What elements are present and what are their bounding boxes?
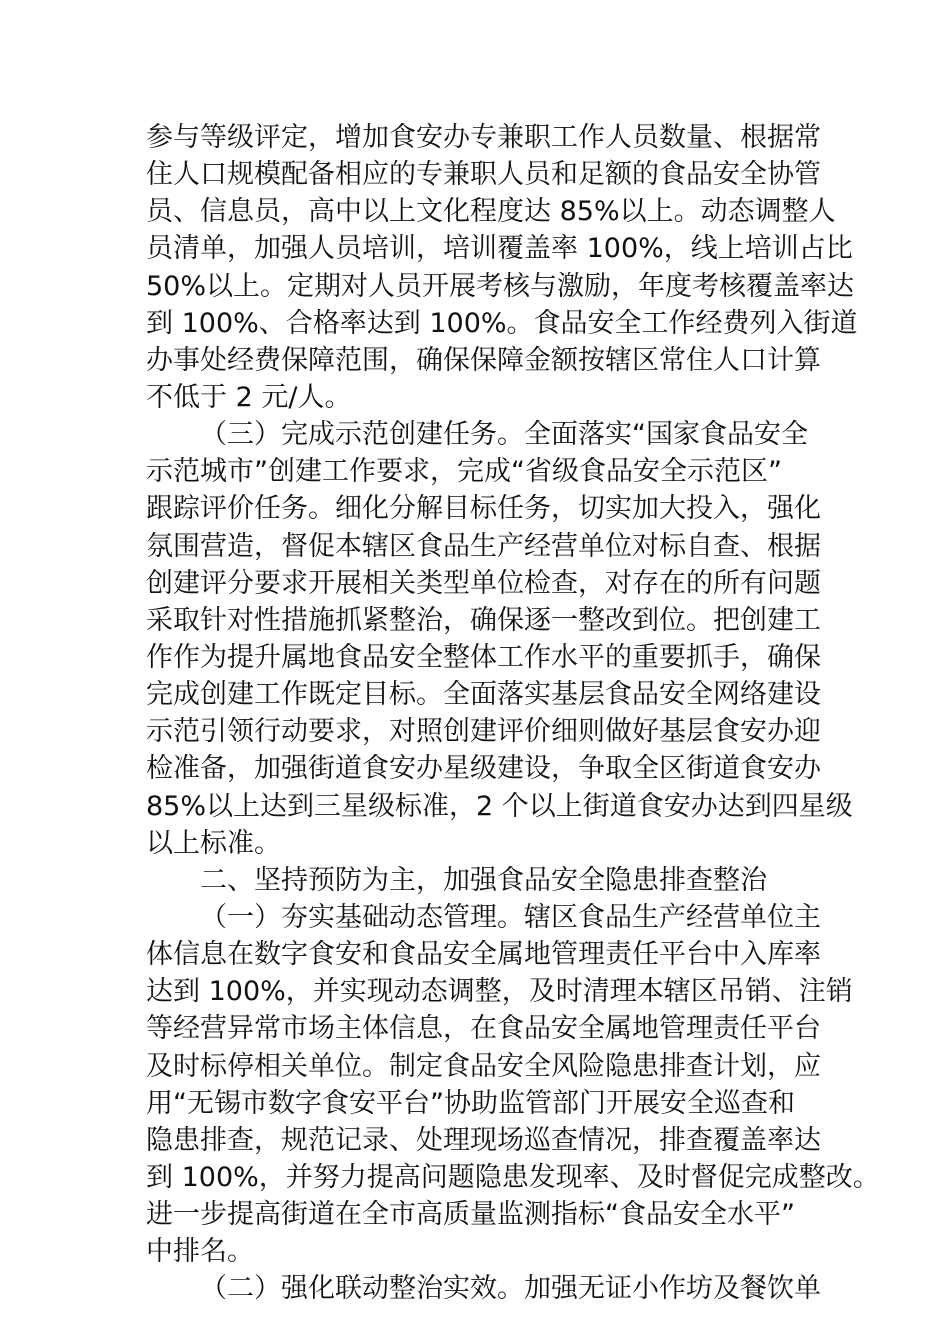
text-line: 采取针对性措施抓紧整治，确保逐一整改到位。把创建工 <box>146 604 821 636</box>
text-line: 住人口规模配备相应的专兼职人员和足额的食品安全协管 <box>146 159 821 191</box>
text-line: 到 100%、合格率达到 100%。食品安全工作经费列入街道 <box>146 307 858 339</box>
text-line: 中排名。 <box>146 1236 254 1268</box>
text-line: 以上标准。 <box>146 827 281 859</box>
text-line: （三）完成示范创建任务。全面落实“国家食品安全 <box>200 419 808 451</box>
text-line: 隐患排查，规范记录、处理现场巡查情况，排查覆盖率达 <box>146 1124 821 1156</box>
text-line: 到 100%，并努力提高问题隐患发现率、及时督促完成整改。 <box>146 1161 880 1193</box>
text-line: 跟踪评价任务。细化分解目标任务，切实加大投入，强化 <box>146 493 821 525</box>
text-line: 示范城市”创建工作要求，完成“省级食品安全示范区” <box>146 456 782 488</box>
text-line: 等经营异常市场主体信息，在食品安全属地管理责任平台 <box>146 1013 821 1045</box>
text-line: 创建评分要求开展相关类型单位检查，对存在的所有问题 <box>146 567 821 599</box>
text-line: 体信息在数字食安和食品安全属地管理责任平台中入库率 <box>146 939 821 971</box>
text-line: 达到 100%，并实现动态调整，及时清理本辖区吊销、注销 <box>146 976 853 1008</box>
section-heading-text: 二、坚持预防为主，加强食品安全隐患排查整治 <box>200 864 767 896</box>
text-line: 85%以上达到三星级标准，2 个以上街道食安办达到四星级 <box>146 790 853 822</box>
document-page <box>146 119 880 1308</box>
section-heading <box>146 862 816 899</box>
text-line: （一）夯实基础动态管理。辖区食品生产经营单位主 <box>200 901 821 933</box>
text-line: 员、信息员，高中以上文化程度达 85%以上。动态调整人 <box>146 196 836 228</box>
paragraph-dynamic-management <box>146 899 880 1270</box>
text-line: 用“无锡市数字食安平台”协助监管部门开展安全巡查和 <box>146 1087 795 1119</box>
text-line: 50%以上。定期对人员开展考核与激励，年度考核覆盖率达 <box>146 270 855 302</box>
text-line: 不低于 2 元/人。 <box>146 381 352 413</box>
text-line: 示范引领行动要求，对照创建评价细则做好基层食安办迎 <box>146 716 821 748</box>
text-line: 完成创建工作既定目标。全面落实基层食品安全网络建设 <box>146 679 821 711</box>
text-line: （二）强化联动整治实效。加强无证小作坊及餐饮单 <box>200 1273 821 1305</box>
paragraph-joint-rectification <box>146 1270 821 1307</box>
text-line: 员清单，加强人员培训，培训覆盖率 100%，线上培训占比 <box>146 233 853 265</box>
text-line: 进一步提高街道在全市高质量监测指标“食品安全水平” <box>146 1199 795 1231</box>
text-line: 检准备，加强街道食安办星级建设，争取全区街道食安办 <box>146 753 821 785</box>
paragraph-staffing <box>146 119 858 416</box>
text-line: 氛围营造，督促本辖区食品生产经营单位对标自查、根据 <box>146 530 821 562</box>
text-line: 参与等级评定，增加食安办专兼职工作人员数量、根据常 <box>146 122 821 153</box>
paragraph-demonstration-task <box>146 416 853 862</box>
text-line: 办事处经费保障范围，确保保障金额按辖区常住人口计算 <box>146 344 821 376</box>
text-line: 作作为提升属地食品安全整体工作水平的重要抓手，确保 <box>146 641 821 673</box>
text-line: 及时标停相关单位。制定食品安全风险隐患排查计划，应 <box>146 1050 821 1082</box>
